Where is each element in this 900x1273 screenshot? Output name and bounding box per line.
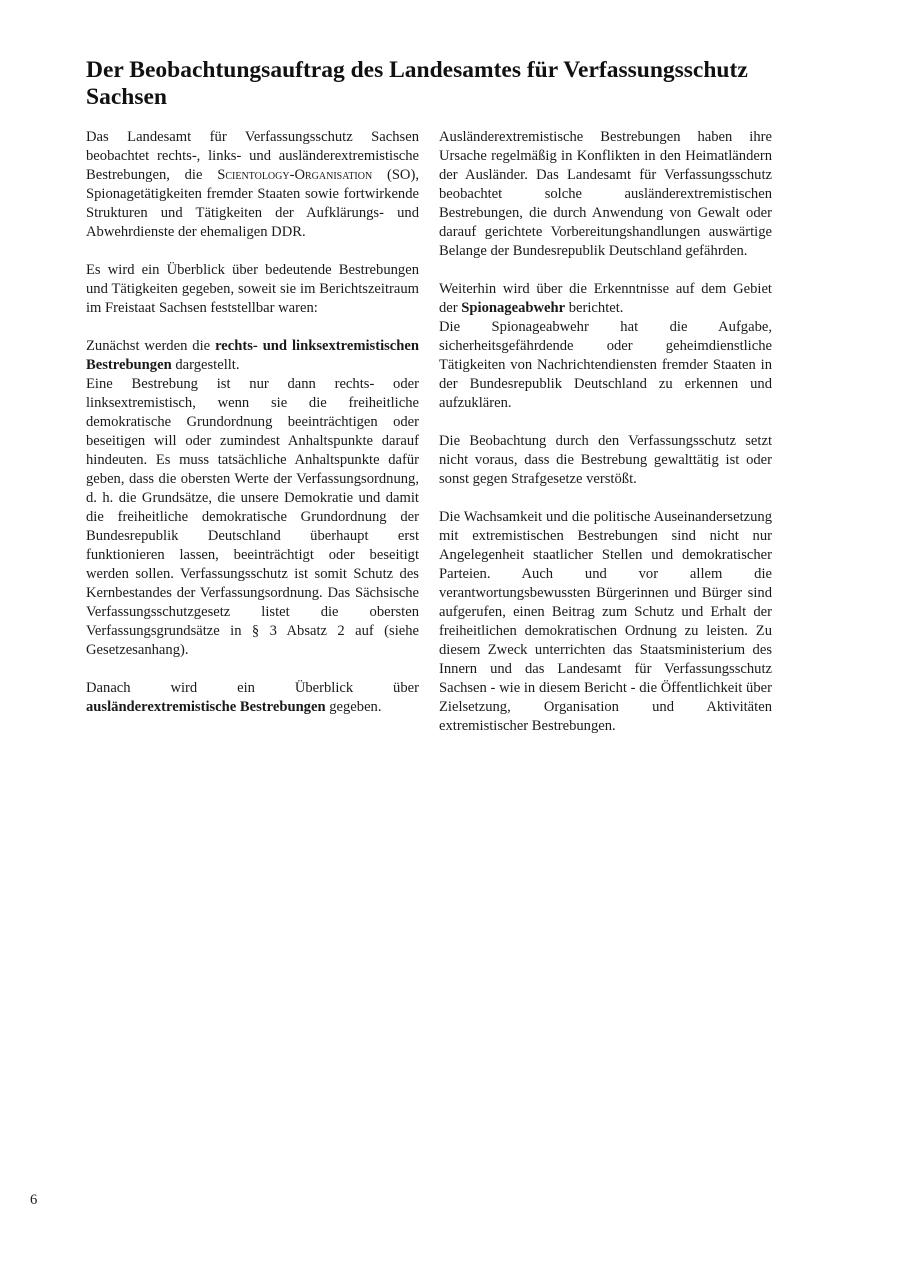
bold-term-right-left-extremism: rechts- und linksextremistischen Bestrebungen xyxy=(86,338,419,373)
paragraph-text-b: gegeben. xyxy=(325,699,382,715)
paragraph-observation-scope: Die Beobachtung durch den Verfassungsschutz setzt nicht voraus, dass die Bestrebung gewalttätig ist oder sonst gegen Strafgesetze verstößt. xyxy=(439,433,772,487)
bold-term-espionage: Spionageabwehr xyxy=(461,300,566,316)
bold-term-foreign-extremism: ausländerextremistische Bestrebungen xyxy=(86,699,326,715)
paragraph-foreign-extremism: Ausländerextremistische Bestrebungen haben ihre Ursache regelmäßig in Konflikten in den Heimatländern der Ausländer. Das Landesamt für Verfassungsschutz beobachtet solche ausländerextremistischen Bestrebungen, die durch Anwendung von Gewalt oder darauf gerichtete Vorbereitungshandlungen auswärtige Belange der Bundesrepublik Deutschland gefährden. xyxy=(439,129,772,259)
paragraph-foreign-extremism-intro xyxy=(86,679,419,717)
paragraph-intro xyxy=(86,128,419,242)
paragraph-right-left-extremism-intro xyxy=(86,337,419,375)
paragraph-text-b: berichtet. xyxy=(565,300,624,316)
paragraph-text-b: dargestellt. xyxy=(171,357,240,373)
paragraph-intro-text-b: (SO), Spionagetätigkeiten fremder Staaten sowie fortwirkende Strukturen und Tätigkeiten der Aufklärungs- und Abwehrdienste der ehemaligen DDR. xyxy=(86,167,419,240)
paragraph-espionage-task: Die Spionageabwehr hat die Aufgabe, sicherheitsgefährdende oder geheimdienstliche Tätigkeiten von Nachrichtendiensten fremder Staaten in der Bundesrepublik Deutschland zu erkennen und aufzuklären. xyxy=(439,319,772,411)
paragraph-text-a: Zunächst werden die xyxy=(86,338,216,354)
paragraph-espionage-intro xyxy=(439,280,772,318)
right-column xyxy=(439,128,772,755)
paragraph-text-a: Danach wird ein Überblick über xyxy=(86,680,419,696)
page-number: 6 xyxy=(30,1192,38,1208)
page-title: Der Beobachtungsauftrag des Landesamtes für Verfassungsschutz Sachsen xyxy=(86,57,748,110)
paragraph-vigilance: Die Wachsamkeit und die politische Auseinandersetzung mit extremistischen Bestrebungen sind nicht nur Angelegenheit staatlicher Stellen und demokratischer Parteien. Auch und vor allem die verantwortungsbewussten Bürgerinnen und Bürger sind aufgerufen, einen Beitrag zum Schutz und Erhalt der freiheitlichen demokratischen Ordnung zu leisten. Zu diesem Zweck unterrichten das Staatsministerium des Innern und das Landesamt für Verfassungsschutz Sachsen - wie in diesem Bericht - die Öffentlichkeit über Zielsetzung, Organisation und Aktivitäten extremistischer Bestrebungen. xyxy=(439,509,772,734)
paragraph-overview: Es wird ein Überblick über bedeutende Bestrebungen und Tätigkeiten gegeben, soweit sie im Berichtszeitraum im Freistaat Sachsen feststellbar waren: xyxy=(86,262,419,316)
paragraph-intro-text-a: Das Landesamt für Verfassungsschutz Sachsen beobachtet rechts-, links- und ausländerextremistische Bestrebungen, die xyxy=(86,129,419,183)
left-column xyxy=(86,128,419,736)
paragraph-text-a: Weiterhin wird über die Erkenntnisse auf dem Gebiet der xyxy=(439,281,772,316)
paragraph-extremism-definition: Eine Bestrebung ist nur dann rechts- oder linksextremistisch, wenn sie die freiheitliche demokratische Grundordnung beeinträchtigen oder beseitigen will oder zumindest Anhaltspunkte darauf hindeuten. Es muss tatsächliche Anhaltspunkte dafür geben, dass die obersten Werte der Verfassungsordnung, d. h. die Grundsätze, die unsere Demokratie und damit die freiheitliche demokratische Grundordnung der Bundesrepublik Deutschland überhaupt erst funktionieren lassen, beeinträchtigt oder beseitigt werden sollen. Verfassungsschutz ist somit Schutz des Kernbestandes der Verfassungsordnung. Das Sächsische Verfassungsschutzgesetz listet die obersten Verfassungsgrundsätze in § 3 Absatz 2 auf (siehe Gesetzesanhang). xyxy=(86,376,419,658)
scientology-organisation-term: Scientology-Organisation xyxy=(217,167,373,183)
